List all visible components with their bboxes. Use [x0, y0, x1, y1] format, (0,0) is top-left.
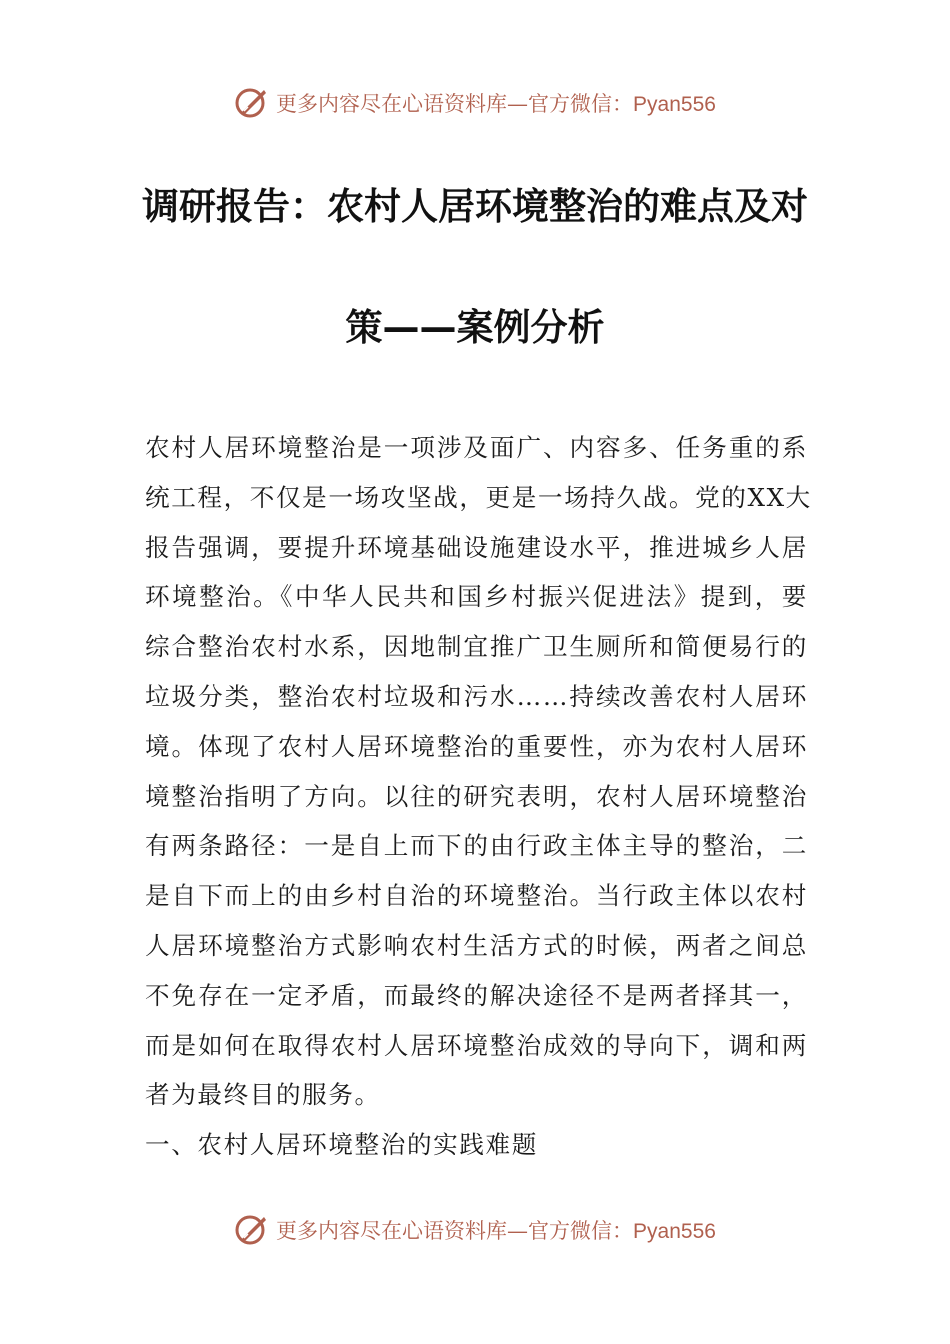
- body-line: 人居环境整治方式影响农村生活方式的时候，两者之间总: [145, 930, 808, 960]
- body-line: 境整治指明了方向。以往的研究表明，农村人居环境整治: [145, 781, 808, 811]
- watermark-text: 更多内容尽在心语资料库—官方微信：Pyan556: [276, 1219, 716, 1243]
- quill-logo-icon: [234, 85, 270, 121]
- body-line: 有两条路径：一是自上而下的由行政主体主导的整治，二: [145, 831, 808, 861]
- watermark-banner-bottom: [0, 1205, 950, 1255]
- body-line: 农村人居环境整治是一项涉及面广、内容多、任务重的系: [145, 433, 808, 462]
- section-heading: 一、农村人居环境整治的实践难题: [145, 1130, 538, 1160]
- watermark-text: 更多内容尽在心语资料库—官方微信：Pyan556: [276, 92, 716, 116]
- quill-logo-icon: [234, 1212, 270, 1248]
- body-line: 是自下而上的由乡村自治的环境整治。当行政主体以农村: [145, 881, 808, 911]
- body-line: 不免存在一定矛盾，而最终的解决途径不是两者择其一，: [145, 980, 808, 1010]
- body-line: 统工程，不仅是一场攻坚战，更是一场持久战。党的XX大: [145, 482, 812, 512]
- watermark-banner-top: [0, 78, 950, 128]
- body-line: 报告强调，要提升环境基础设施建设水平，推进城乡人居: [145, 532, 808, 562]
- body-line: 综合整治农村水系，因地制宜推广卫生厕所和简便易行的: [145, 632, 808, 662]
- body-line: 环境整治。《中华人民共和国乡村振兴促进法》提到，要: [145, 582, 808, 612]
- watermark-id: Pyan556: [633, 93, 716, 116]
- body-line: 境。体现了农村人居环境整治的重要性，亦为农村人居环: [145, 731, 808, 761]
- body-line: 垃圾分类，整治农村垃圾和污水……持续改善农村人居环: [145, 681, 808, 711]
- document-title-line-1: 调研报告：农村人居环境整治的难点及对: [142, 185, 808, 228]
- body-paragraph: [145, 430, 812, 1177]
- document-title-line-2: 策——案例分析: [345, 306, 605, 349]
- body-line: 而是如何在取得农村人居环境整治成效的导向下，调和两: [145, 1030, 808, 1060]
- watermark-id: Pyan556: [633, 1220, 716, 1243]
- body-line: 者为最终目的服务。: [145, 1080, 381, 1110]
